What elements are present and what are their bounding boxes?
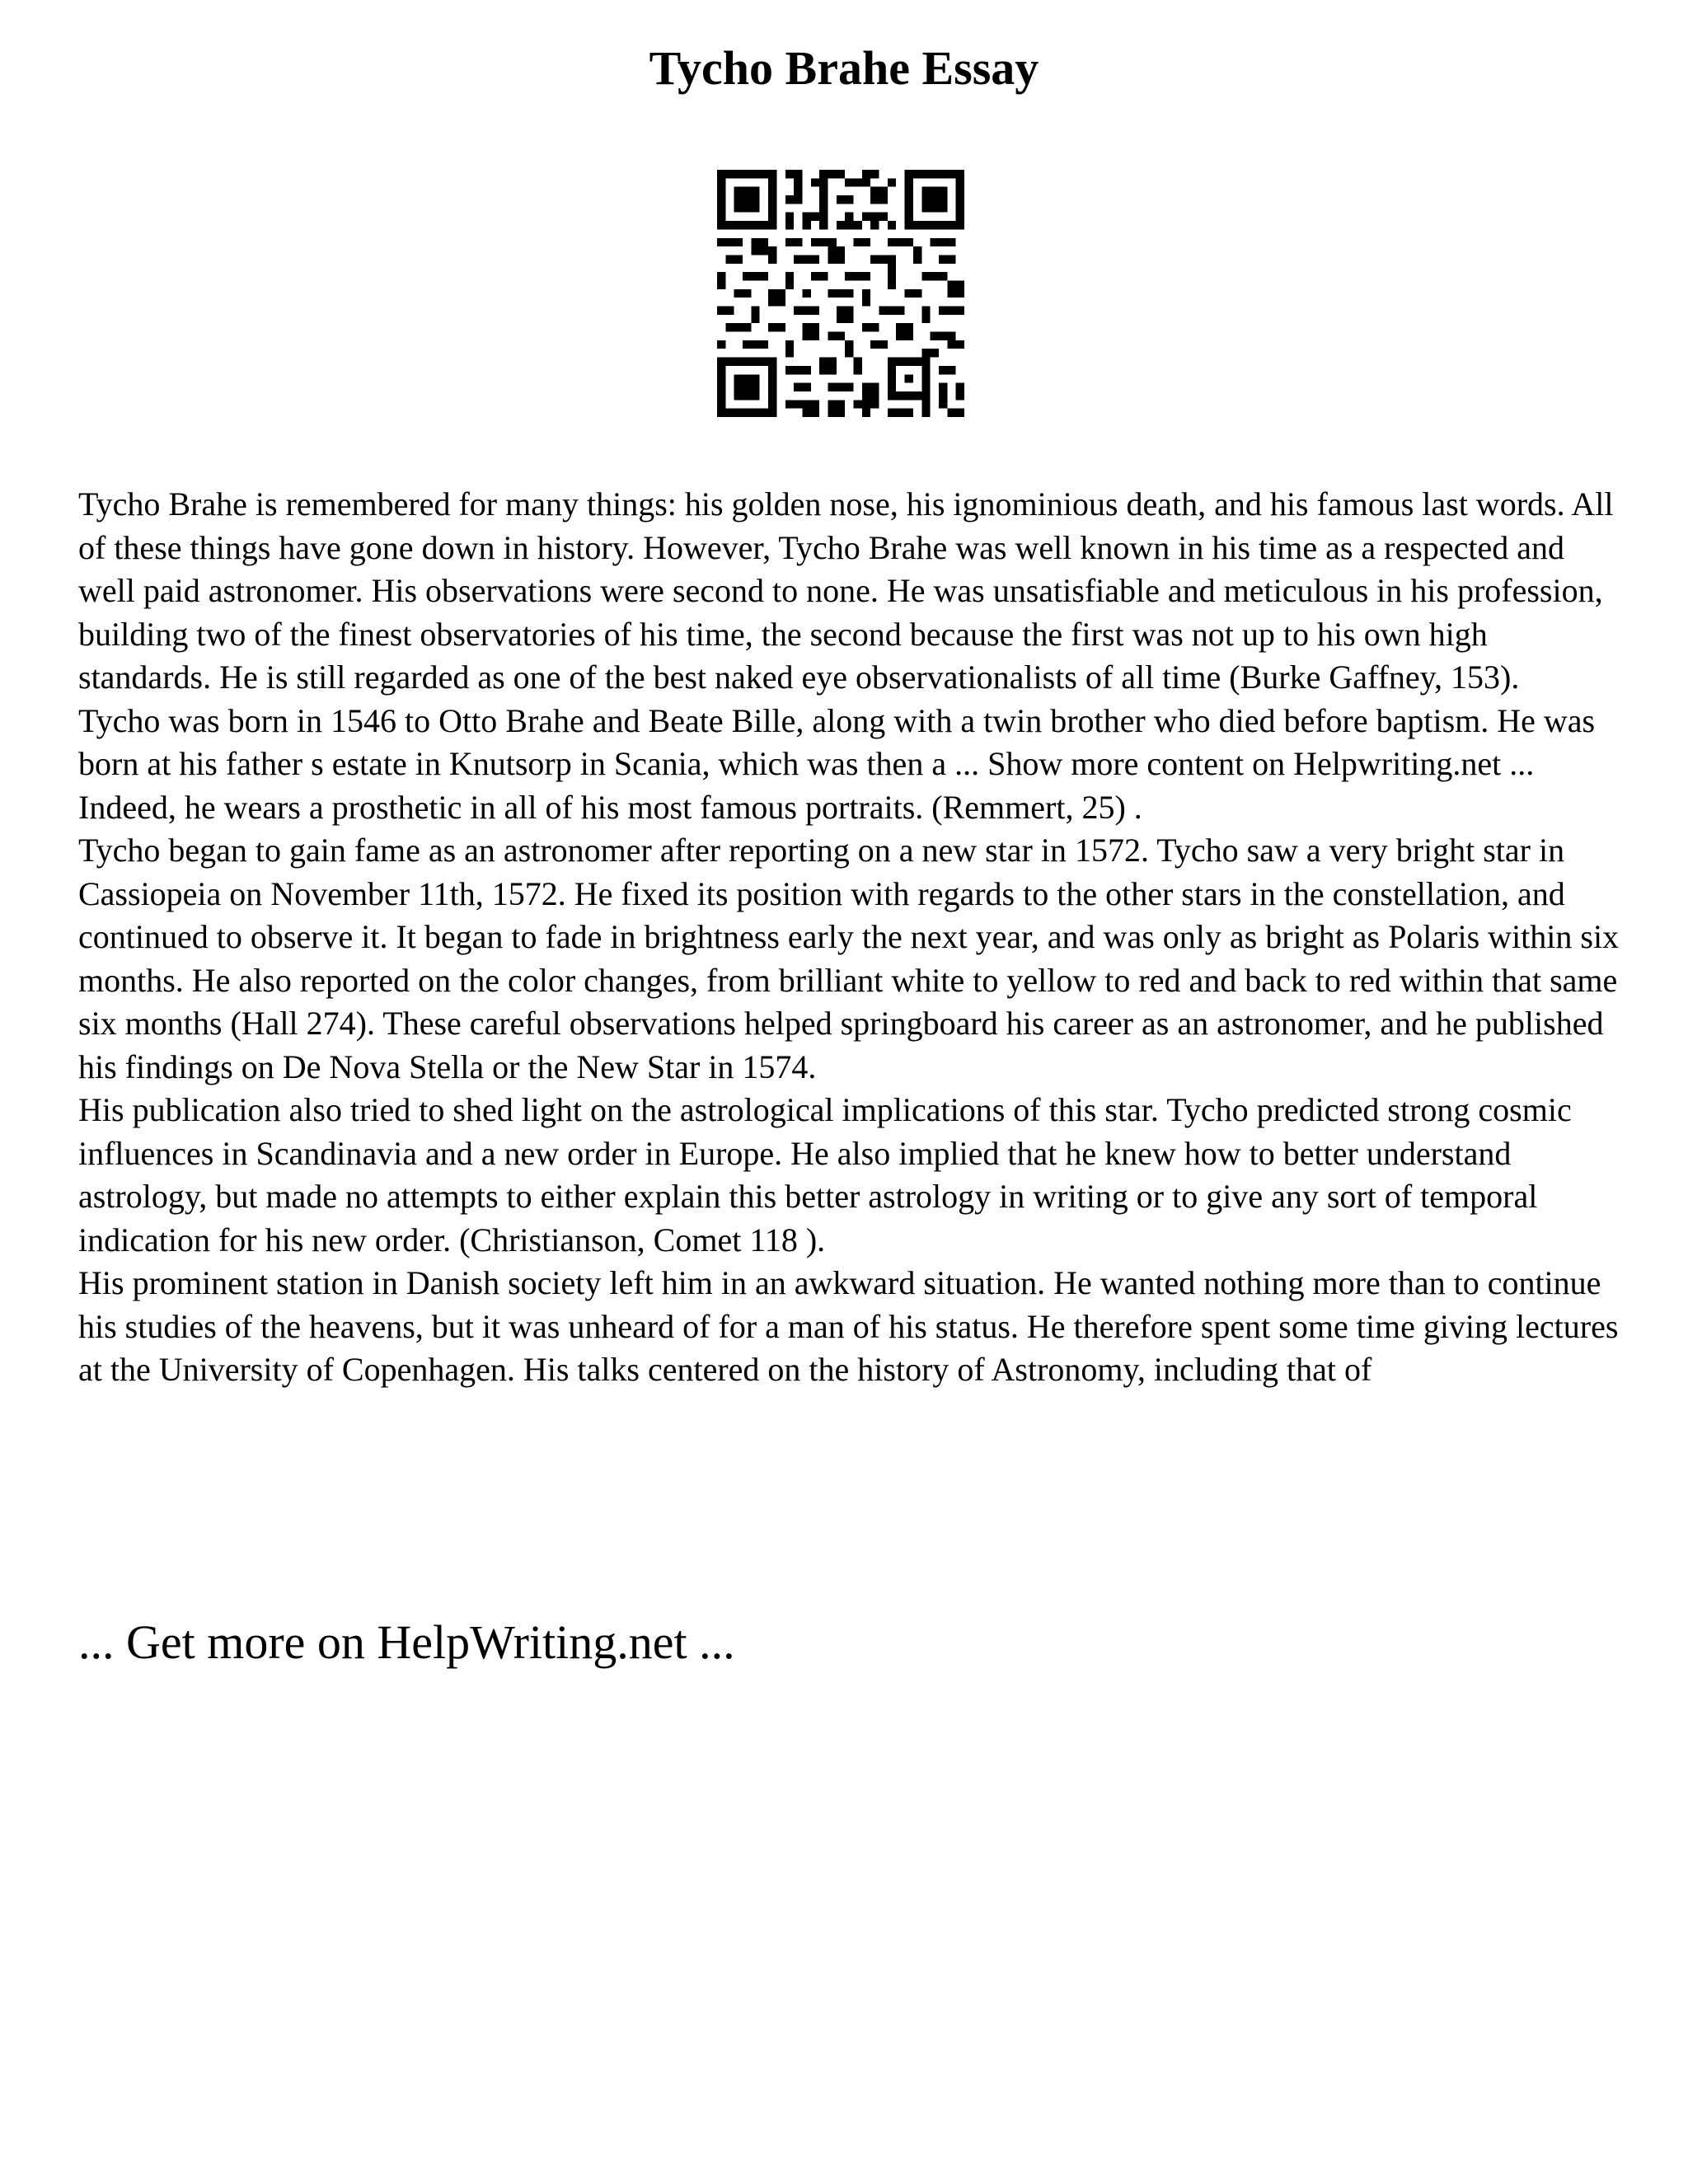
essay-paragraph: Tycho was born in 1546 to Otto Brahe and Beate Bille, along with a twin brother who died before baptism. He was born at his father s estate in Knutsorp in Scania, which was then a ... Show more content on Helpwriting.net ... [78, 701, 1596, 782]
page-title: Tycho Brahe Essay [649, 41, 1039, 95]
essay-paragraph: Indeed, he wears a prosthetic in all of his most famous portraits. (Remmert, 25) . [78, 788, 1142, 826]
essay-paragraph: His prominent station in Danish society left him in an awkward situation. He wanted nothing more than to continue his studies of the heavens, but it was unheard of for a man of his status. He therefore spent some time giving lectures at the University of Copenhagen. His talks centered on the history of Astronomy, including that of [78, 1264, 1619, 1388]
essay-paragraph: Tycho began to gain fame as an astronomer after reporting on a new star in 1572. Tycho saw a very bright star in Cassiopeia on November 11th, 1572. He fixed its position with regards to the other stars in the constellation, and continued to observe it. It began to fade in brightness early the next year, and was only as bright as Polaris within six months. He also reported on the color changes, from brilliant white to yellow to red and back to red within that same six months (Hall 274). These careful observations helped springboard his career as an astronomer, and he published his findings on De Nova Stella or the New Star in 1574. [78, 832, 1620, 1085]
qr-code-icon[interactable] [717, 170, 964, 417]
essay-paragraph: Tycho Brahe is remembered for many things: his golden nose, his ignominious death, and his famous last words. All of these things have gone down in history. However, Tycho Brahe was well known in his time as a respected and well paid astronomer. His observations were second to none. He was unsatisfiable and meticulous in his profession, building two of the finest observatories of his time, the second because the first was not up to his own high standards. He is still regarded as one of the best naked eye observationalists of all time (Burke Gaffney, 153). [78, 485, 1614, 696]
essay-paragraph: His publication also tried to shed light on the astrological implications of this star. Tycho predicted strong cosmic influences in Scandinavia and a new order in Europe. He also implied that he knew how to better understand astrology, but made no attempts to either explain this better astrology in writing or to give any sort of temporal indication for his new order. (Christianson, Comet 118 ). [78, 1091, 1572, 1258]
essay-body [78, 483, 1628, 1392]
get-more-link[interactable]: ... Get more on HelpWriting.net ... [78, 1615, 735, 1669]
qr-code-graphic [717, 170, 964, 417]
